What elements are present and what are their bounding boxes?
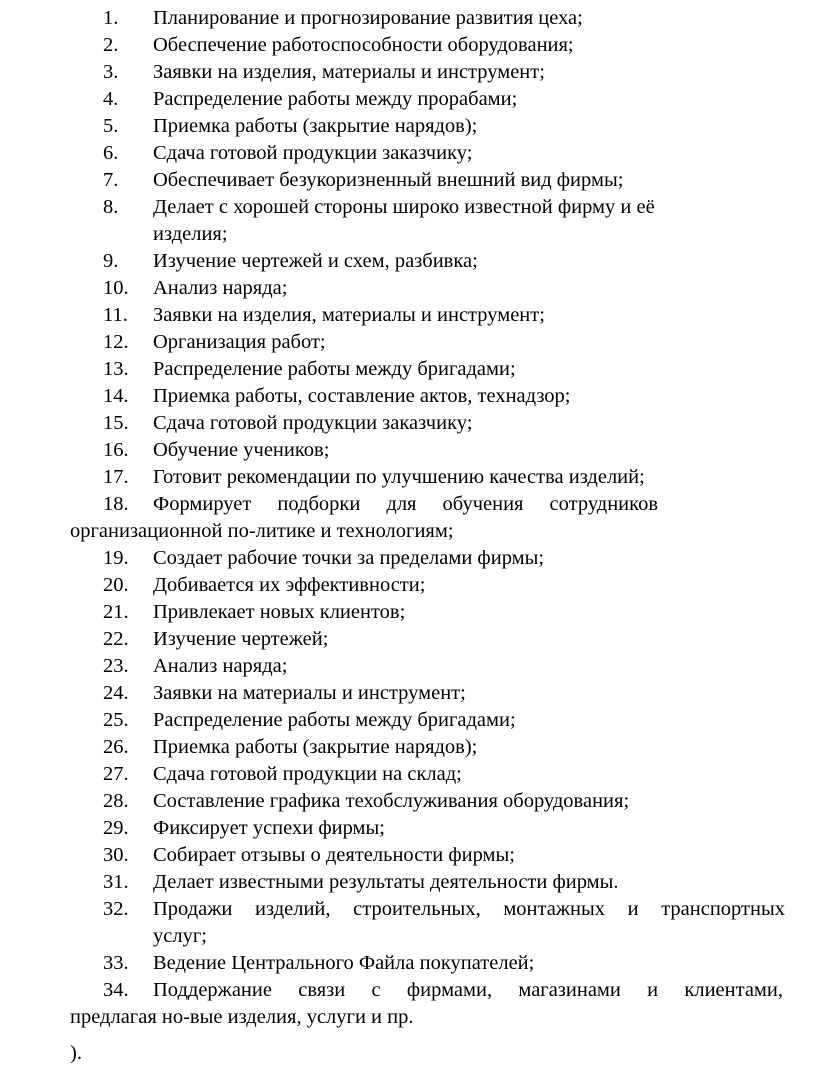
item-text: Приемка работы (закрытие нарядов); — [153, 115, 478, 137]
item-number: 34. — [103, 979, 129, 1001]
item-text: Привлекает новых клиентов; — [153, 601, 406, 623]
item-number: 15. — [103, 412, 129, 434]
item-number: 18. — [103, 493, 129, 515]
item-number: 23. — [103, 655, 129, 677]
item-text-continuation: изделия; — [153, 223, 228, 245]
item-text: Продажи изделий, строительных, монтажных и транспортных — [153, 898, 785, 920]
item-text: Сдача готовой продукции заказчику; — [153, 142, 473, 164]
item-number: 8. — [103, 196, 119, 218]
item-text: Сдача готовой продукции на склад; — [153, 763, 462, 785]
item-number: 11. — [103, 304, 128, 326]
item-text: Обучение учеников; — [153, 439, 330, 461]
item-number: 29. — [103, 817, 129, 839]
item-number: 3. — [103, 61, 119, 83]
item-number: 10. — [103, 277, 129, 299]
item-text: Обеспечивает безукоризненный внешний вид фирмы; — [153, 169, 624, 191]
item-number: 7. — [103, 169, 119, 191]
item-text: Изучение чертежей и схем, разбивка; — [153, 250, 478, 272]
item-number: 26. — [103, 736, 129, 758]
item-text: Заявки на изделия, материалы и инструмент; — [153, 61, 545, 83]
item-text: Поддержание связи с фирмами, магазинами и клиентами, — [153, 979, 783, 1001]
item-text: Обеспечение работоспособности оборудования; — [153, 34, 574, 56]
item-number: 16. — [103, 439, 129, 461]
item-number: 13. — [103, 358, 129, 380]
item-number: 28. — [103, 790, 129, 812]
item-number: 17. — [103, 466, 129, 488]
item-text: Готовит рекомендации по улучшению качества изделий; — [153, 466, 645, 488]
item-text-continuation: услуг; — [153, 925, 207, 947]
item-text: Создает рабочие точки за пределами фирмы; — [153, 547, 545, 569]
item-text: Сдача готовой продукции заказчику; — [153, 412, 473, 434]
item-number: 33. — [103, 952, 129, 974]
item-text: Анализ наряда; — [153, 655, 288, 677]
item-text: Фиксирует успехи фирмы; — [153, 817, 385, 839]
item-number: 6. — [103, 142, 119, 164]
item-text: Заявки на изделия, материалы и инструмент; — [153, 304, 545, 326]
closing-text: ). — [70, 1042, 82, 1064]
item-text: Изучение чертежей; — [153, 628, 329, 650]
item-number: 30. — [103, 844, 129, 866]
item-number: 22. — [103, 628, 129, 650]
item-text: Распределение работы между прорабами; — [153, 88, 518, 110]
item-number: 21. — [103, 601, 129, 623]
item-number: 20. — [103, 574, 129, 596]
item-text: Добивается их эффективности; — [153, 574, 426, 596]
item-text: Составление графика техобслуживания оборудования; — [153, 790, 630, 812]
item-text: Собирает отзывы о деятельности фирмы; — [153, 844, 515, 866]
item-number: 12. — [103, 331, 129, 353]
item-number: 31. — [103, 871, 129, 893]
item-text: Делает известными результаты деятельности фирмы. — [153, 871, 619, 893]
item-text: Приемка работы, составление актов, технадзор; — [153, 385, 571, 407]
item-text: Планирование и прогнозирование развития цеха; — [153, 7, 583, 29]
item-text-continuation: организационной по-литике и технологиям; — [70, 520, 454, 542]
item-number: 5. — [103, 115, 119, 137]
item-number: 25. — [103, 709, 129, 731]
item-text: Ведение Центрального Файла покупателей; — [153, 952, 535, 974]
item-number: 2. — [103, 34, 119, 56]
item-text: Делает с хорошей стороны широко известной фирму и её — [153, 196, 655, 218]
item-number: 4. — [103, 88, 119, 110]
item-text: Анализ наряда; — [153, 277, 288, 299]
item-text: Распределение работы между бригадами; — [153, 358, 516, 380]
item-number: 32. — [103, 898, 129, 920]
item-number: 9. — [103, 250, 119, 272]
item-number: 19. — [103, 547, 129, 569]
item-number: 24. — [103, 682, 129, 704]
item-number: 14. — [103, 385, 129, 407]
item-number: 27. — [103, 763, 129, 785]
item-number: 1. — [103, 7, 119, 29]
item-text-continuation: предлагая но-вые изделия, услуги и пр. — [70, 1006, 414, 1028]
item-text: Приемка работы (закрытие нарядов); — [153, 736, 478, 758]
item-text: Формирует подборки для обучения сотрудников — [153, 493, 658, 515]
item-text: Заявки на материалы и инструмент; — [153, 682, 466, 704]
item-text: Распределение работы между бригадами; — [153, 709, 516, 731]
item-text: Организация работ; — [153, 331, 326, 353]
